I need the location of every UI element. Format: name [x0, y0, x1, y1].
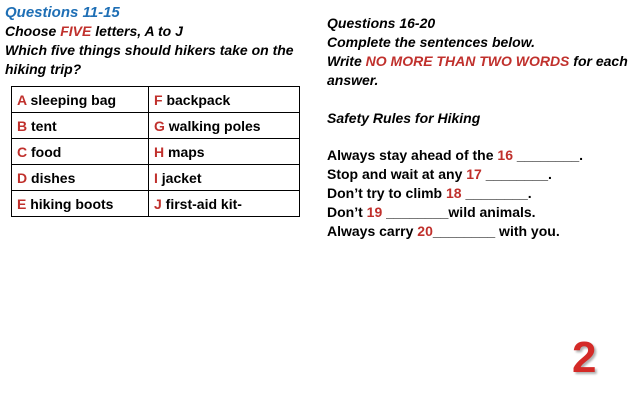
option-letter: G	[154, 117, 165, 134]
answer-blank: ________ with you.	[432, 223, 560, 239]
page-number: 2	[572, 333, 597, 382]
option-text: walking poles	[164, 117, 261, 134]
instruction-word-limit	[327, 52, 632, 90]
instruction-question: Which five things should hikers take on the hiking trip?	[5, 42, 294, 77]
option-text: backpack	[162, 91, 231, 108]
sentence-text: Always stay ahead of the	[327, 147, 498, 163]
option-i	[149, 165, 300, 191]
option-a	[12, 87, 149, 113]
instruction-choose-letters	[5, 22, 305, 41]
option-letter: B	[17, 117, 28, 134]
question-number: 18	[446, 185, 462, 201]
sentence-text: Don’t	[327, 204, 367, 220]
instruction-text: letters, A to J	[91, 23, 183, 39]
sentences-list	[327, 146, 632, 241]
questions-11-15-section	[5, 3, 305, 79]
option-letter: F	[154, 91, 163, 108]
table-row	[12, 165, 300, 191]
options-table	[11, 86, 300, 217]
option-c	[12, 139, 149, 165]
option-letter: E	[17, 195, 27, 212]
option-text: sleeping bag	[26, 91, 117, 108]
sentence-text: Always carry	[327, 223, 418, 239]
instruction-highlight-five: FIVE	[60, 23, 92, 39]
question-number: 19	[366, 204, 383, 220]
questions-16-20-section	[327, 14, 632, 241]
section-title-11-15: Questions 11-15	[5, 4, 120, 21]
option-e	[12, 191, 149, 217]
option-g	[149, 113, 300, 139]
answer-blank: ________.	[461, 185, 532, 201]
option-letter: J	[154, 195, 162, 212]
instruction-text: for each answer.	[327, 53, 628, 88]
sentence-text: Don’t try to climb	[327, 185, 446, 201]
option-j	[149, 191, 300, 217]
option-text: tent	[27, 117, 57, 134]
rules-title: Safety Rules for Hiking	[327, 110, 481, 126]
instruction-highlight-limit: NO MORE THAN TWO WORDS	[365, 53, 570, 69]
option-letter: I	[154, 169, 158, 186]
sentence-16	[327, 146, 632, 165]
instruction-text: Write	[327, 53, 366, 69]
sentence-19	[327, 203, 632, 222]
question-number: 20	[417, 223, 433, 239]
table-row	[12, 113, 300, 139]
sentence-20	[327, 222, 632, 241]
option-letter: A	[17, 91, 27, 108]
question-number: 17	[466, 166, 482, 182]
option-letter: H	[154, 143, 165, 160]
option-h	[149, 139, 300, 165]
instruction-complete: Complete the sentences below.	[327, 34, 535, 50]
option-letter: C	[17, 143, 28, 160]
sentence-18	[327, 184, 632, 203]
sentence-text: Stop and wait at any	[327, 166, 467, 182]
option-text: first-aid kit-	[161, 195, 242, 212]
option-text: maps	[164, 143, 205, 160]
option-letter: D	[17, 169, 28, 186]
option-text: hiking boots	[26, 195, 114, 212]
option-text: dishes	[27, 169, 76, 186]
instruction-text: Choose	[5, 23, 61, 39]
table-row	[12, 139, 300, 165]
answer-blank: ________.	[481, 166, 552, 182]
option-b	[12, 113, 149, 139]
option-d	[12, 165, 149, 191]
question-number: 16	[497, 147, 513, 163]
table-row	[12, 191, 300, 217]
option-text: food	[27, 143, 62, 160]
option-f	[149, 87, 300, 113]
table-row	[12, 87, 300, 113]
option-text: jacket	[157, 169, 202, 186]
section-title-16-20: Questions 16-20	[327, 15, 436, 31]
sentence-17	[327, 165, 632, 184]
answer-blank: ________wild animals.	[382, 204, 536, 220]
answer-blank: ________.	[512, 147, 584, 163]
